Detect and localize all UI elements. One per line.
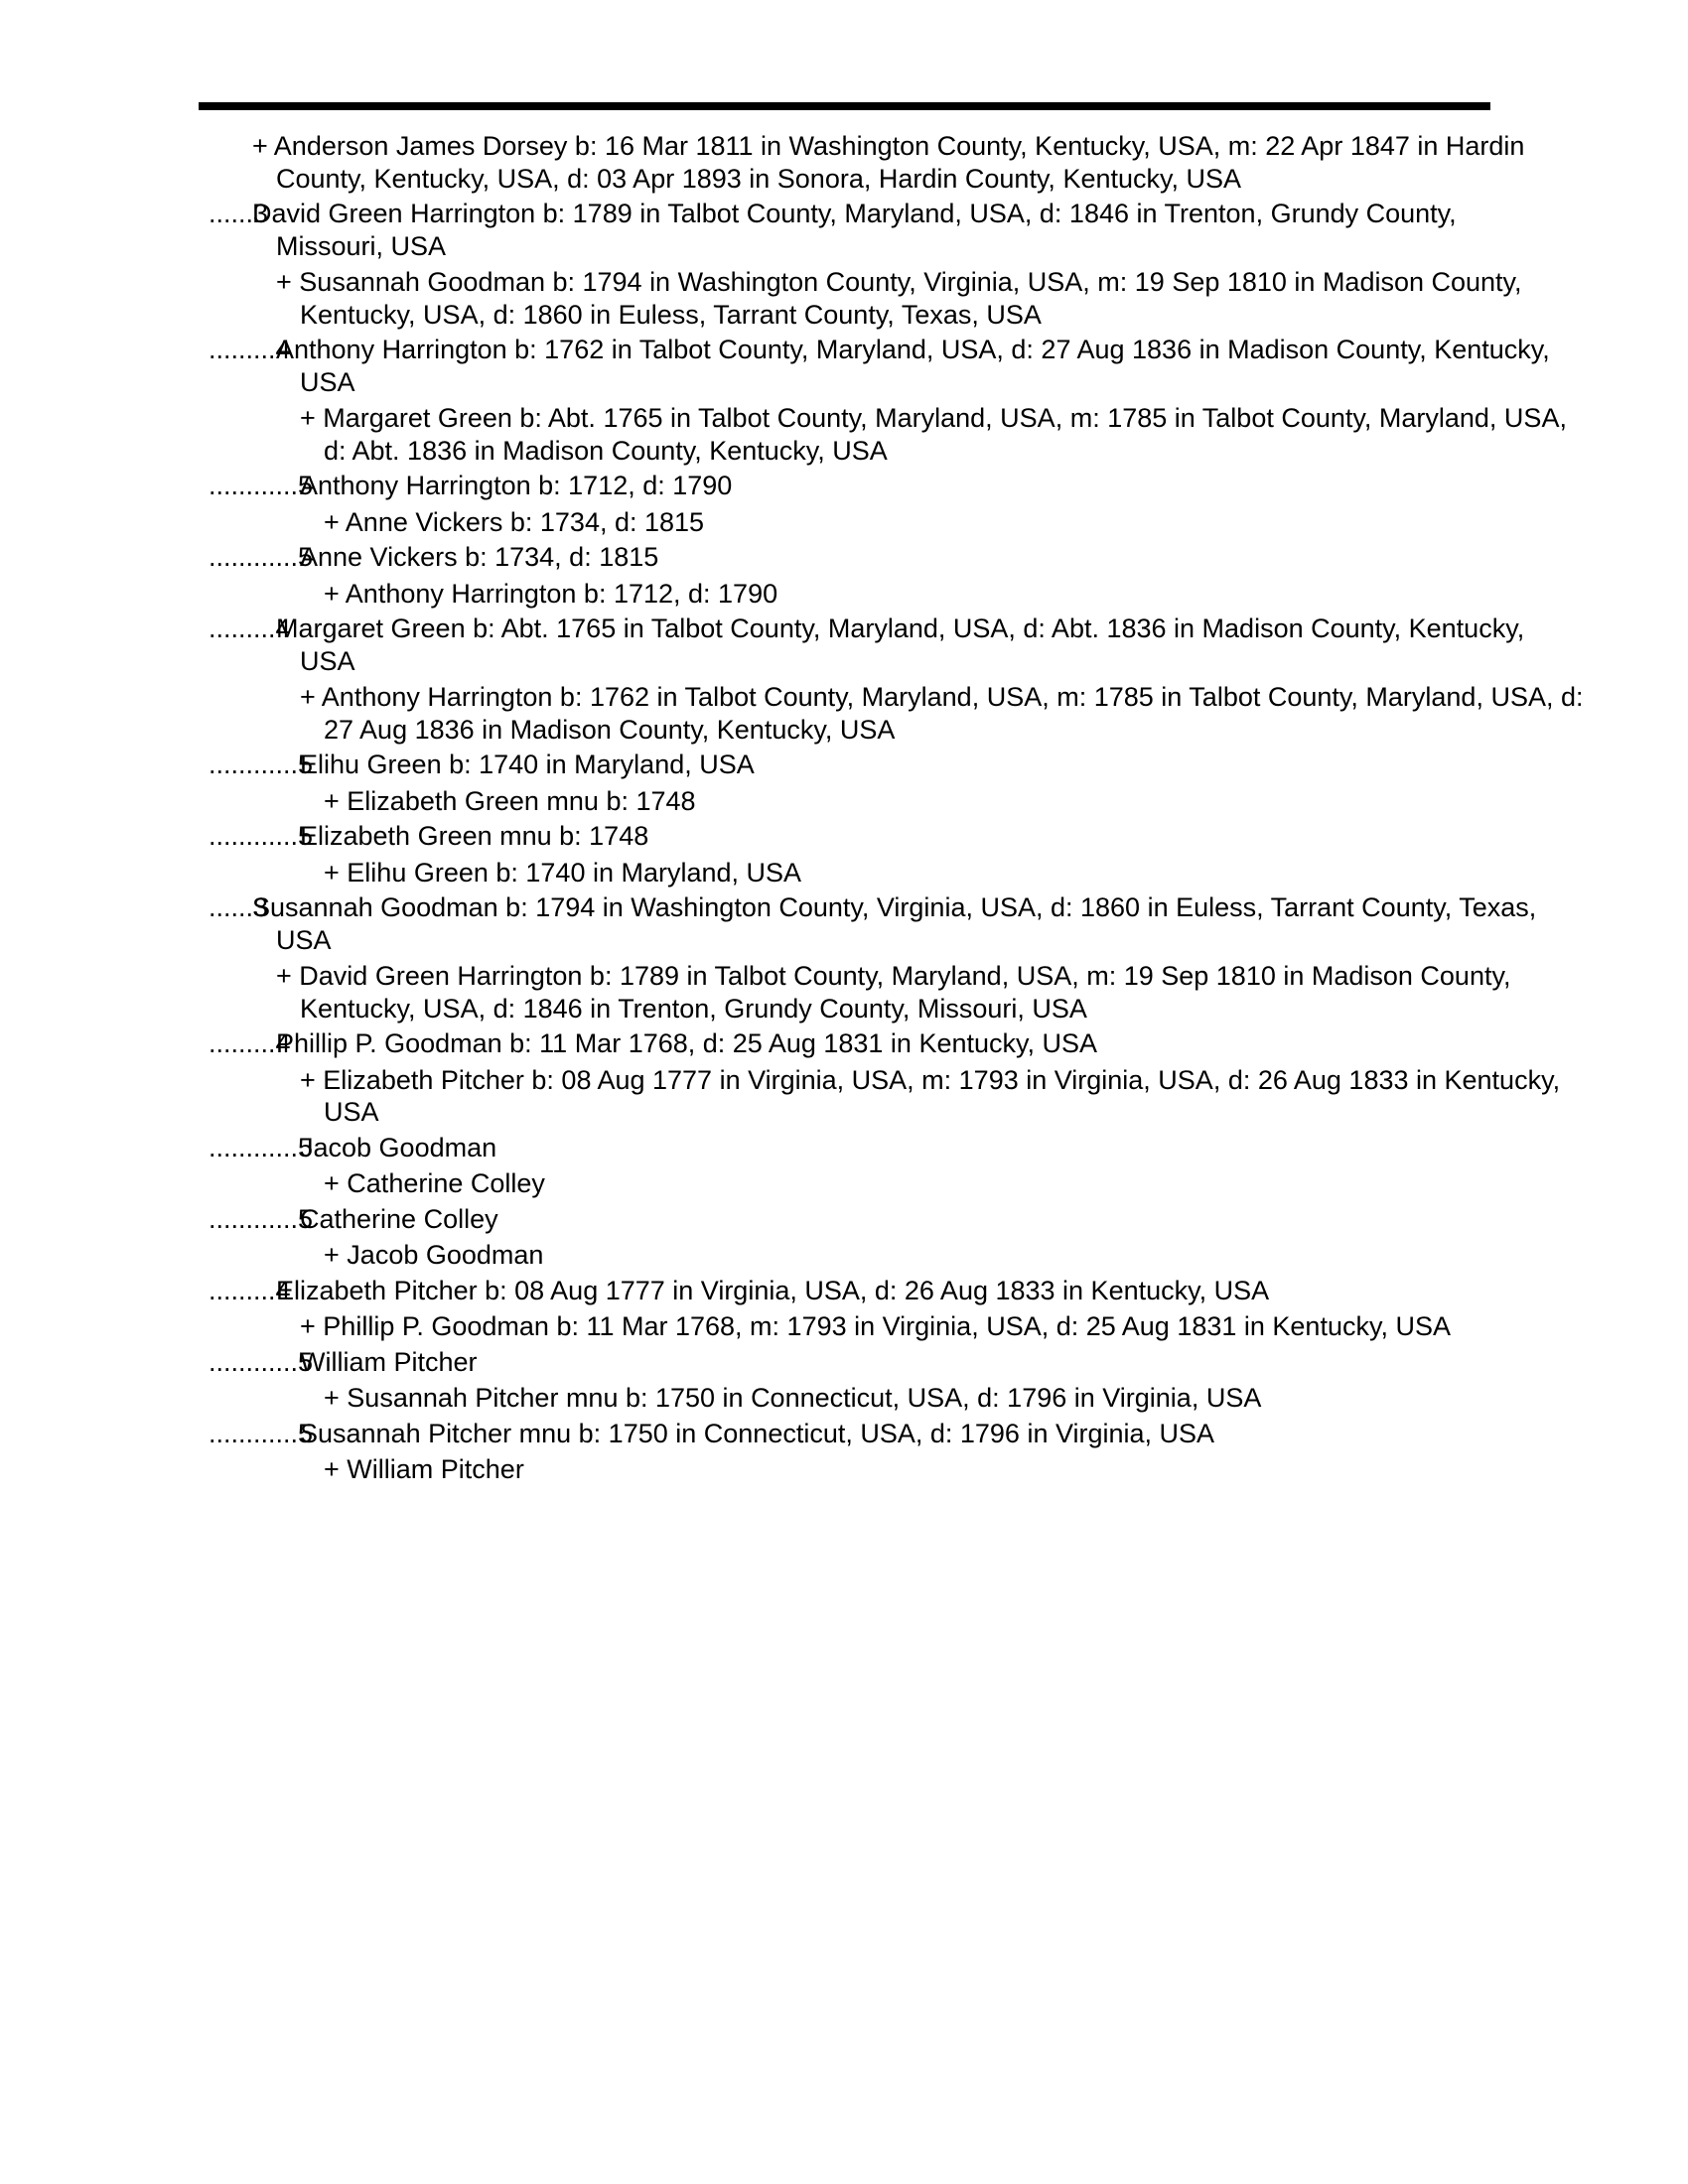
person-entry — [0, 1418, 1591, 1450]
spouse-marker: + — [300, 1311, 316, 1341]
spouse-details: David Green Harrington b: 1789 in Talbot County, Maryland, USA, m: 19 Sep 1810 in Madison County, Kentucky, USA, d: 1846 in Trenton, Grundy County, Missouri, USA — [299, 961, 1511, 1024]
spouse-details: Anderson James Dorsey b: 16 Mar 1811 in Washington County, Kentucky, USA, m: 22 Apr 1847 in Hardin County, Kentucky, USA, d: 03 Apr 1893 in Sonora, Hardin County, Kentucky, USA — [273, 131, 1525, 194]
person-entry — [0, 1203, 1591, 1236]
person-entry — [0, 1132, 1591, 1164]
person-entry — [0, 1346, 1591, 1379]
person-details: Elihu Green b: 1740 in Maryland, USA — [300, 750, 755, 779]
generation-marker: ............5 — [209, 1346, 314, 1377]
spouse-marker: + — [324, 1383, 340, 1413]
spouse-marker: + — [324, 578, 340, 609]
spouse-details: Anne Vickers b: 1734, d: 1815 — [345, 506, 705, 537]
spouse-details: Susannah Pitcher mnu b: 1750 in Connecticut, USA, d: 1796 in Virginia, USA — [347, 1383, 1262, 1413]
descendant-report — [0, 130, 1688, 1486]
generation-marker: ............5 — [209, 542, 314, 572]
person-details: Elizabeth Pitcher b: 08 Aug 1777 in Virginia, USA, d: 26 Aug 1833 in Kentucky, USA — [276, 1275, 1270, 1305]
person-entry — [0, 820, 1591, 853]
person-entry — [0, 1027, 1567, 1060]
person-entry — [0, 334, 1567, 398]
generation-marker: ............5 — [209, 1132, 314, 1162]
person-entry — [0, 613, 1567, 677]
generation-marker: .........4 — [209, 335, 291, 364]
spouse-entry — [0, 1167, 1615, 1200]
person-details: Anthony Harrington b: 1712, d: 1790 — [300, 471, 733, 500]
person-details: Catherine Colley — [300, 1203, 498, 1234]
spouse-details: Susannah Goodman b: 1794 in Washington County, Virginia, USA, m: 19 Sep 1810 in Madison County, Kentucky, USA, d: 1860 in Euless, Tarrant County, Texas, USA — [299, 267, 1522, 330]
person-entry — [0, 470, 1591, 502]
spouse-entry — [0, 266, 1567, 331]
spouse-details: Elizabeth Pitcher b: 08 Aug 1777 in Virginia, USA, m: 1793 in Virginia, USA, d: 26 Aug 1833 in Kentucky, USA — [323, 1064, 1561, 1127]
spouse-marker: + — [324, 506, 340, 537]
generation-marker: ......3 — [209, 199, 269, 228]
generation-marker: ............5 — [209, 821, 314, 851]
spouse-entry — [0, 402, 1591, 467]
spouse-entry — [0, 857, 1615, 889]
spouse-entry — [0, 578, 1615, 611]
generation-marker: ......3 — [209, 892, 269, 922]
person-details: David Green Harrington b: 1789 in Talbot County, Maryland, USA, d: 1846 in Trenton, Grundy County, Missouri, USA — [252, 199, 1457, 261]
spouse-marker: + — [300, 403, 316, 433]
spouse-details: Margaret Green b: Abt. 1765 in Talbot County, Maryland, USA, m: 1785 in Talbot County, Maryland, USA, d: Abt. 1836 in Madison County, Kentucky, USA — [323, 403, 1567, 466]
generation-marker: ............5 — [209, 471, 314, 500]
spouse-entry — [0, 960, 1567, 1024]
person-entry — [0, 749, 1591, 781]
spouse-marker: + — [324, 1454, 340, 1484]
spouse-marker: + — [324, 857, 340, 887]
spouse-details: Elihu Green b: 1740 in Maryland, USA — [347, 857, 802, 887]
spouse-marker: + — [276, 267, 292, 297]
generation-marker: ............5 — [209, 1203, 314, 1234]
person-details: Anthony Harrington b: 1762 in Talbot County, Maryland, USA, d: 27 Aug 1836 in Madison County, Kentucky, USA — [276, 335, 1550, 397]
generation-marker: .........4 — [209, 614, 291, 643]
spouse-details: Jacob Goodman — [347, 1240, 544, 1270]
spouse-entry — [0, 130, 1543, 195]
person-entry — [0, 198, 1543, 262]
spouse-marker: + — [324, 785, 340, 816]
generation-marker: .........4 — [209, 1028, 291, 1058]
spouse-marker: + — [300, 682, 316, 712]
person-details: Anne Vickers b: 1734, d: 1815 — [300, 542, 659, 572]
spouse-entry — [0, 1310, 1591, 1343]
header-rule — [199, 102, 1490, 110]
spouse-details: William Pitcher — [347, 1454, 524, 1484]
person-entry — [0, 1275, 1567, 1307]
spouse-entry — [0, 1382, 1615, 1415]
person-details: William Pitcher — [300, 1346, 478, 1377]
spouse-details: Elizabeth Green mnu b: 1748 — [347, 785, 696, 816]
spouse-entry — [0, 1239, 1615, 1272]
spouse-entry — [0, 681, 1591, 746]
person-details: Susannah Goodman b: 1794 in Washington County, Virginia, USA, d: 1860 in Euless, Tarrant County, Texas, USA — [252, 892, 1537, 955]
person-details: Susannah Pitcher mnu b: 1750 in Connecticut, USA, d: 1796 in Virginia, USA — [300, 1418, 1215, 1448]
spouse-marker: + — [252, 131, 268, 161]
person-details: Phillip P. Goodman b: 11 Mar 1768, d: 25 Aug 1831 in Kentucky, USA — [276, 1028, 1098, 1058]
person-details: Jacob Goodman — [300, 1132, 497, 1162]
generation-marker: .........4 — [209, 1275, 291, 1305]
generation-marker: ............5 — [209, 1418, 314, 1448]
spouse-entry — [0, 1453, 1615, 1486]
person-entry — [0, 891, 1543, 956]
generation-marker: ............5 — [209, 750, 314, 779]
spouse-entry — [0, 506, 1615, 539]
spouse-marker: + — [324, 1240, 340, 1270]
spouse-marker: + — [324, 1168, 340, 1198]
spouse-entry — [0, 785, 1615, 818]
spouse-details: Anthony Harrington b: 1712, d: 1790 — [345, 578, 778, 609]
spouse-details: Catherine Colley — [347, 1168, 545, 1198]
person-details: Margaret Green b: Abt. 1765 in Talbot County, Maryland, USA, d: Abt. 1836 in Madison County, Kentucky, USA — [276, 614, 1525, 676]
spouse-marker: + — [300, 1064, 316, 1095]
person-entry — [0, 541, 1591, 574]
person-details: Elizabeth Green mnu b: 1748 — [300, 821, 649, 851]
spouse-marker: + — [276, 961, 292, 991]
spouse-details: Anthony Harrington b: 1762 in Talbot County, Maryland, USA, m: 1785 in Talbot County, Maryland, USA, d: 27 Aug 1836 in Madison County, Kentucky, USA — [321, 682, 1584, 745]
spouse-details: Phillip P. Goodman b: 11 Mar 1768, m: 1793 in Virginia, USA, d: 25 Aug 1831 in Kentucky, USA — [323, 1311, 1451, 1341]
spouse-entry — [0, 1064, 1591, 1129]
